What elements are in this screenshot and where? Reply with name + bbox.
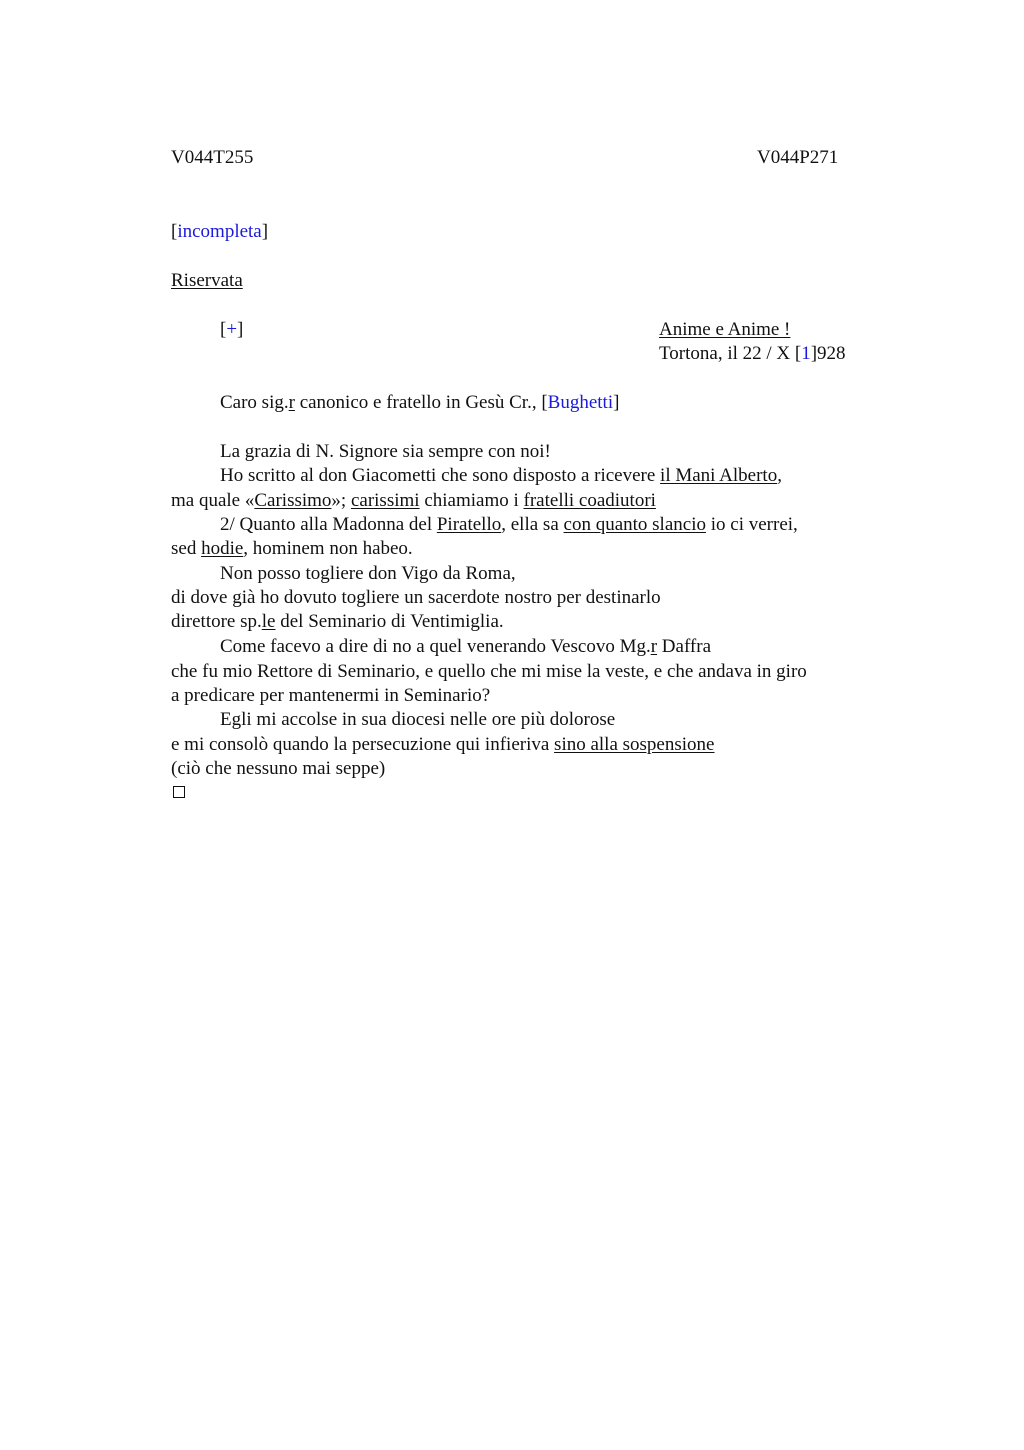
reserved-label: Riservata <box>171 270 243 291</box>
body-line-5: sed hodie, hominem non habeo. <box>171 538 413 559</box>
incomplete-note: [incompleta] <box>171 221 269 242</box>
incomplete-note-text: incompleta <box>177 221 262 242</box>
body-line-4: 2/ Quanto alla Madonna del Piratello, ella sa con quanto slancio io ci verrei, <box>220 514 798 535</box>
body-line-14: (ciò che nessuno mai seppe) <box>171 758 386 779</box>
recipient-name: Bughetti <box>547 392 614 413</box>
letter-motto: Anime e Anime ! <box>659 319 791 340</box>
body-line-8: direttore sp.le del Seminario di Ventimiglia. <box>171 611 504 632</box>
place-date: Tortona, il 22 / X [1]928 <box>659 343 846 364</box>
header-right-code: V044P271 <box>757 147 839 168</box>
body-line-12: Egli mi accolse in sua diocesi nelle ore più dolorose <box>220 709 616 730</box>
salutation: Caro sig.r canonico e fratello in Gesù Cr., [Bughetti] <box>220 392 620 413</box>
cross-mark: [+] <box>220 319 244 340</box>
body-line-10: che fu mio Rettore di Seminario, e quello che mi mise la veste, e che andava in giro <box>171 661 807 682</box>
body-line-11: a predicare per mantenermi in Seminario? <box>171 685 491 706</box>
header-left-code: V044T255 <box>171 147 254 168</box>
body-line-13: e mi consolò quando la persecuzione qui infieriva sino alla sospensione <box>171 734 715 755</box>
body-line-1: La grazia di N. Signore sia sempre con noi! <box>220 441 551 462</box>
cross-symbol: + <box>226 319 238 340</box>
body-line-9: Come facevo a dire di no a quel venerando Vescovo Mg.r Daffra <box>220 636 712 657</box>
body-line-6: Non posso togliere don Vigo da Roma, <box>220 563 516 584</box>
end-square-icon <box>173 786 185 798</box>
body-line-7: di dove già ho dovuto togliere un sacerdote nostro per destinarlo <box>171 587 661 608</box>
body-line-3: ma quale «Carissimo»; carissimi chiamiamo i fratelli coadiutori <box>171 490 656 511</box>
body-line-2: Ho scritto al don Giacometti che sono disposto a ricevere il Mani Alberto, <box>220 465 782 486</box>
year-digit: 1 <box>801 343 811 364</box>
